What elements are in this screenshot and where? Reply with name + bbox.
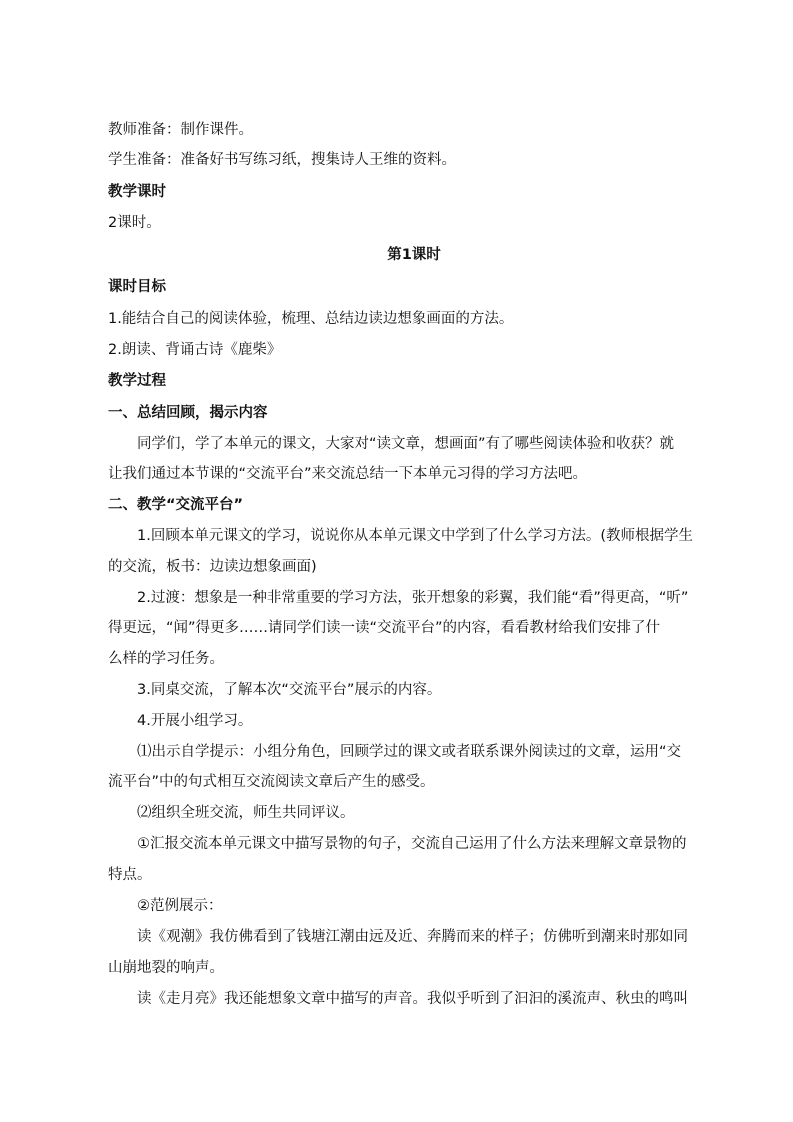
lesson-1-title: 第1课时 (387, 247, 441, 263)
subheading-review: 一、总结回顾，揭示内容 (108, 405, 268, 421)
paragraph-line: 让我们通过本节课的“交流平台”来交流总结一下本单元习得的学习方法吧。 (108, 466, 588, 482)
paragraph-line: 4.开展小组学习。 (108, 713, 253, 729)
teacher-prep-line: 教师准备：制作课件。 (108, 122, 253, 138)
student-prep-line: 学生准备：准备好书写练习纸，搜集诗人王维的资料。 (108, 152, 456, 168)
section-heading-lesson-hours: 教学课时 (108, 184, 166, 200)
paragraph-line: 流平台”中的句式相互交流阅读文章后产生的感受。 (108, 774, 435, 790)
subheading-platform: 二、教学“交流平台” (108, 497, 244, 513)
paragraph-line: 2.过渡：想象是一种非常重要的学习方法，张开想象的彩翼，我们能“看”得更高，“听” (108, 590, 689, 606)
paragraph-line: 山崩地裂的响声。 (108, 960, 224, 976)
paragraph-line: 得更远，“闻”得更多……请同学们读一读“交流平台”的内容，看看教材给我们安排了什 (108, 620, 661, 636)
paragraph-line: 读《走月亮》我还能想象文章中描写的声音。我似乎听到了汩汩的溪流声、秋虫的鸣叫 (108, 991, 688, 1007)
section-heading-teaching-process: 教学过程 (108, 373, 166, 389)
paragraph-line: ②范例展示： (108, 898, 223, 914)
paragraph-line: 的交流，板书：边读边想象画面) (108, 559, 317, 575)
paragraph-line: 特点。 (108, 867, 152, 883)
section-heading-lesson-goals: 课时目标 (108, 279, 166, 295)
paragraph-line: 同学们，学了本单元的课文，大家对“读文章，想画面”有了哪些阅读体验和收获？就 (108, 436, 675, 452)
paragraph-line: 3.同桌交流，了解本次“交流平台”展示的内容。 (108, 682, 442, 698)
paragraph-line: 读《观潮》我仿佛看到了钱塘江潮由远及近、奔腾而来的样子；仿佛听到潮来时那如同 (108, 929, 688, 945)
paragraph-line: ⑴出示自学提示：小组分角色，回顾学过的课文或者联系课外阅读过的文章，运用“交 (108, 744, 682, 760)
paragraph-line: ①汇报交流本单元课文中描写景物的句子，交流自己运用了什么方法来理解文章景物的 (108, 836, 687, 852)
goal-item-1: 1.能结合自己的阅读体验，梳理、总结边读边想象画面的方法。 (108, 311, 514, 327)
paragraph-line: ⑵组织全班交流，师生共同评议。 (108, 805, 355, 821)
paragraph-line: 么样的学习任务。 (108, 651, 224, 667)
paragraph-line: 1.回顾本单元课文的学习，说说你从本单元课文中学到了什么学习方法。(教师根据学生 (108, 528, 693, 544)
lesson-hours-value: 2课时。 (108, 215, 161, 231)
goal-item-2: 2.朗读、背诵古诗《鹿柴》 (108, 342, 282, 358)
